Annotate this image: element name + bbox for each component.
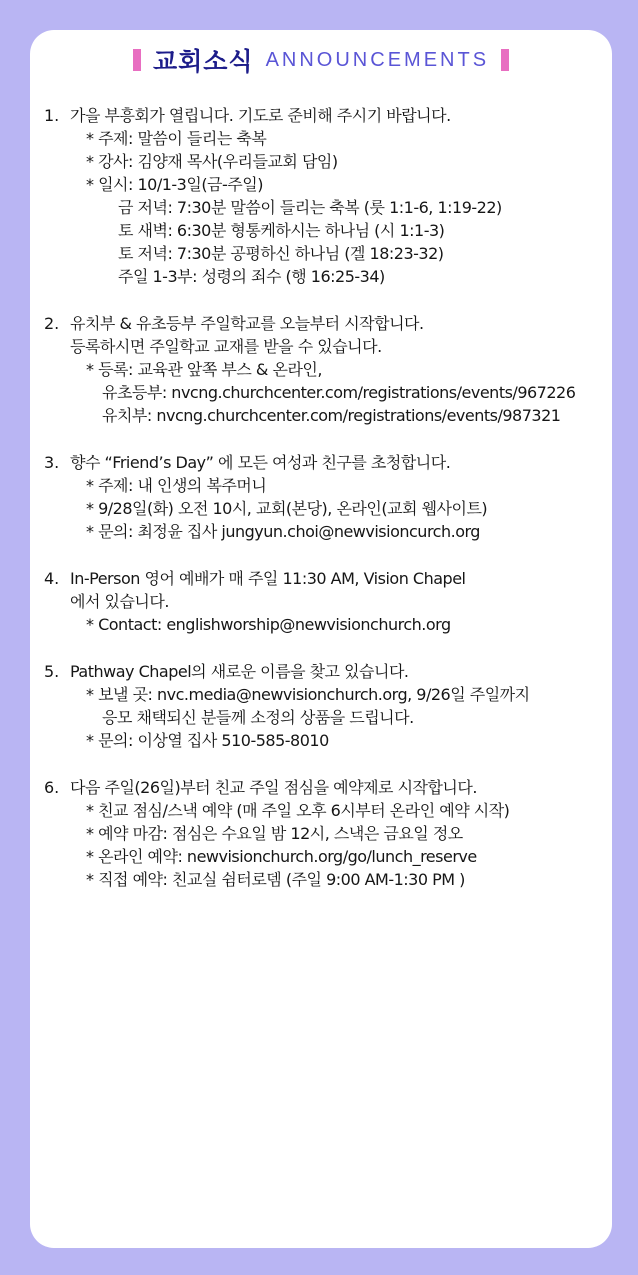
title-english: ANNOUNCEMENTS: [265, 48, 490, 71]
item-line: * 등록: 교육관 앞쪽 부스 & 온라인,: [86, 360, 322, 379]
item-number: 1.: [44, 106, 60, 125]
item-number: 2.: [44, 314, 60, 333]
item-line: 토 저녁: 7:30분 공평하신 하나님 (겔 18:23-32): [118, 244, 444, 263]
item-line: 향수 “Friend’s Day” 에 모든 여성과 친구를 초청합니다.: [70, 453, 451, 472]
item-line: * 문의: 최정윤 집사 jungyun.choi@newvisioncurch.org: [86, 522, 480, 541]
item-number: 3.: [44, 453, 60, 472]
item-body: [70, 660, 604, 752]
item-line: 유치부 & 유초등부 주일학교를 오늘부터 시작합니다.: [70, 314, 424, 333]
item-body: [70, 104, 604, 288]
item-number: 6.: [44, 778, 60, 797]
item-line: In-Person 영어 예배가 매 주일 11:30 AM, Vision Chapel: [70, 569, 466, 588]
right-accent-bar: [501, 49, 509, 71]
item-line: Pathway Chapel의 새로운 이름을 찾고 있습니다.: [70, 662, 409, 681]
item-line: 유치부: nvcng.churchcenter.com/registrations/events/987321: [102, 406, 561, 425]
announcement-item: [44, 776, 604, 891]
announcement-item: [44, 312, 604, 427]
item-line: 등록하시면 주일학교 교재를 받을 수 있습니다.: [70, 337, 382, 356]
item-line: * 온라인 예약: newvisionchurch.org/go/lunch_reserve: [86, 847, 477, 866]
item-line: 토 새벽: 6:30분 형통케하시는 하나님 (시 1:1-3): [118, 221, 445, 240]
announcement-item: [44, 660, 604, 752]
item-line: * 주제: 말씀이 들리는 축복: [86, 129, 267, 148]
item-line: * Contact: englishworship@newvisionchurch.org: [86, 615, 451, 634]
item-line: 다음 주일(26일)부터 친교 주일 점심을 예약제로 시작합니다.: [70, 778, 477, 797]
item-line: * 문의: 이상열 집사 510-585-8010: [86, 731, 329, 750]
announcement-card: [30, 30, 612, 1248]
item-line: * 보낼 곳: nvc.media@newvisionchurch.org, 9/26일 주일까지: [86, 685, 530, 704]
item-line: 에서 있습니다.: [70, 592, 169, 611]
item-line: 가을 부흥회가 열립니다. 기도로 준비해 주시기 바랍니다.: [70, 106, 451, 125]
item-line: * 예약 마감: 점심은 수요일 밤 12시, 스낵은 금요일 정오: [86, 824, 463, 843]
item-line: 금 저녁: 7:30분 말씀이 들리는 축복 (룻 1:1-6, 1:19-22): [118, 198, 502, 217]
item-number: 4.: [44, 569, 60, 588]
item-body: [70, 312, 604, 427]
left-accent-bar: [133, 49, 141, 71]
item-body: [70, 776, 604, 891]
item-number: 5.: [44, 662, 60, 681]
title-korean: 교회소식: [152, 47, 254, 76]
item-line: 주일 1-3부: 성령의 죄수 (행 16:25-34): [118, 267, 385, 286]
item-line: * 강사: 김양재 목사(우리들교회 담임): [86, 152, 338, 171]
item-line: 응모 채택되신 분들께 소정의 상품을 드립니다.: [102, 708, 414, 727]
header: [30, 40, 612, 80]
announcement-list: [44, 104, 604, 915]
item-line: 유초등부: nvcng.churchcenter.com/registrations/events/967226: [102, 383, 576, 402]
item-body: [70, 567, 604, 636]
item-line: * 9/28일(화) 오전 10시, 교회(본당), 온라인(교회 웹사이트): [86, 499, 488, 518]
item-body: [70, 451, 604, 543]
announcement-item: [44, 451, 604, 543]
announcement-item: [44, 104, 604, 288]
item-line: * 주제: 내 인생의 복주머니: [86, 476, 267, 495]
item-line: * 직접 예약: 친교실 쉼터로뎀 (주일 9:00 AM-1:30 PM ): [86, 870, 465, 889]
item-line: * 친교 점심/스낵 예약 (매 주일 오후 6시부터 온라인 예약 시작): [86, 801, 510, 820]
announcement-item: [44, 567, 604, 636]
item-line: * 일시: 10/1-3일(금-주일): [86, 175, 263, 194]
